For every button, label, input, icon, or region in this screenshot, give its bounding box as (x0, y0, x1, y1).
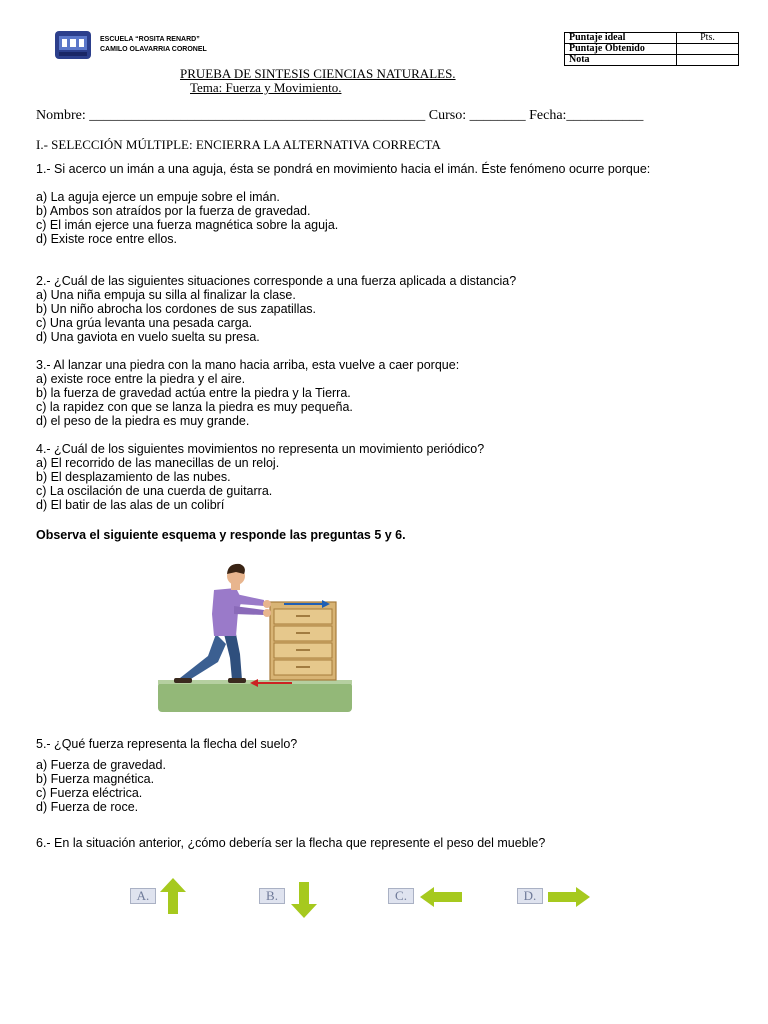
answer-option[interactable]: b) la fuerza de gravedad actúa entre la piedra y la Tierra. (36, 386, 351, 400)
question-stem: 4.- ¿Cuál de los siguientes movimientos no representa un movimiento periódico? (36, 442, 485, 456)
answer-option[interactable]: c) Fuerza eléctrica. (36, 786, 143, 800)
score-row (565, 44, 739, 55)
answer-option[interactable]: d) Fuerza de roce. (36, 800, 139, 814)
question-stem: 5.- ¿Qué fuerza representa la flecha del suelo? (36, 737, 298, 751)
option-label: A. (130, 888, 156, 904)
arrow-left-icon (420, 887, 462, 907)
school-name-line-2: CAMILO OLAVARRIA CORONEL (100, 46, 207, 53)
question-3 (36, 358, 459, 428)
question-4 (36, 442, 484, 512)
question-5 (36, 737, 297, 814)
arrow-right-icon (548, 887, 590, 907)
answer-option[interactable]: c) La oscilación de una cuerda de guitarra. (36, 484, 273, 498)
score-value: Pts. (677, 33, 739, 44)
question-2 (36, 274, 516, 344)
score-row (565, 33, 739, 44)
section-title: I.- SELECCIÓN MÚLTIPLE: ENCIERRA LA ALTERNATIVA CORRECTA (36, 137, 441, 152)
score-value (677, 44, 739, 55)
school-logo (54, 30, 92, 60)
score-table (564, 32, 739, 66)
option-label: C. (388, 888, 414, 904)
arrow-down-icon (291, 882, 317, 918)
score-label: Puntaje ideal (565, 33, 677, 44)
answer-option[interactable]: c) El imán ejerce una fuerza magnética sobre la aguja. (36, 218, 339, 232)
answer-option[interactable]: c) la rapidez con que se lanza la piedra es muy pequeña. (36, 400, 353, 414)
question-stem: 1.- Si acerco un imán a una aguja, ésta se pondrá en movimiento hacia el imán. Éste fenómeno ocurre porque: (36, 162, 651, 176)
diagram-instruction: Observa el siguiente esquema y responde las preguntas 5 y 6. (36, 528, 406, 542)
page-title: PRUEBA DE SINTESIS CIENCIAS NATURALES. (180, 66, 456, 81)
answer-option[interactable]: d) el peso de la piedra es muy grande. (36, 414, 250, 428)
answer-option[interactable]: b) Un niño abrocha los cordones de sus zapatillas. (36, 302, 317, 316)
score-row (565, 55, 739, 66)
ground (158, 682, 352, 712)
answer-option[interactable]: a) Una niña empuja su silla al finalizar la clase. (36, 288, 296, 302)
student-info-line: Nombre: ________________________________________________ Curso: ________ Fecha:___________ (36, 108, 644, 123)
score-label: Puntaje Obtenido (565, 44, 677, 55)
answer-option[interactable]: d) El batir de las alas de un colibrí (36, 498, 225, 512)
page-subtitle: Tema: Fuerza y Movimiento. (190, 80, 342, 95)
dresser (270, 602, 336, 680)
school-name-line-1: ESCUELA “ROSITA RENARD” (100, 36, 200, 43)
question-stem: 3.- Al lanzar una piedra con la mano hacia arriba, esta vuelve a caer porque: (36, 358, 460, 372)
answer-option[interactable]: a) El recorrido de las manecillas de un reloj. (36, 456, 280, 470)
question-stem: 2.- ¿Cuál de las siguientes situaciones corresponde a una fuerza aplicada a distancia? (36, 274, 517, 288)
score-value (677, 55, 739, 66)
answer-option[interactable]: a) existe roce entre la piedra y el aire. (36, 372, 246, 386)
score-label: Nota (565, 55, 677, 66)
answer-option[interactable]: b) Fuerza magnética. (36, 772, 155, 786)
answer-option[interactable]: a) Fuerza de gravedad. (36, 758, 166, 772)
answer-option[interactable]: d) Una gaviota en vuelo suelta su presa. (36, 330, 260, 344)
arrow-up-icon (160, 878, 186, 914)
question-1 (36, 162, 736, 246)
answer-option[interactable]: b) Ambos son atraídos por la fuerza de gravedad. (36, 204, 311, 218)
answer-option[interactable]: c) Una grúa levanta una pesada carga. (36, 316, 253, 330)
answer-option[interactable]: b) El desplazamiento de las nubes. (36, 470, 231, 484)
option-label: B. (259, 888, 285, 904)
school-name (100, 35, 207, 55)
answer-option[interactable]: d) Existe roce entre ellos. (36, 232, 178, 246)
option-label: D. (517, 888, 543, 904)
question-stem: 6.- En la situación anterior, ¿cómo debería ser la flecha que represente el peso del mueble? (36, 836, 546, 850)
question-6 (36, 836, 545, 850)
pushing-dresser-illustration (156, 554, 354, 714)
answer-option[interactable]: a) La aguja ejerce un empuje sobre el imán. (36, 190, 280, 204)
